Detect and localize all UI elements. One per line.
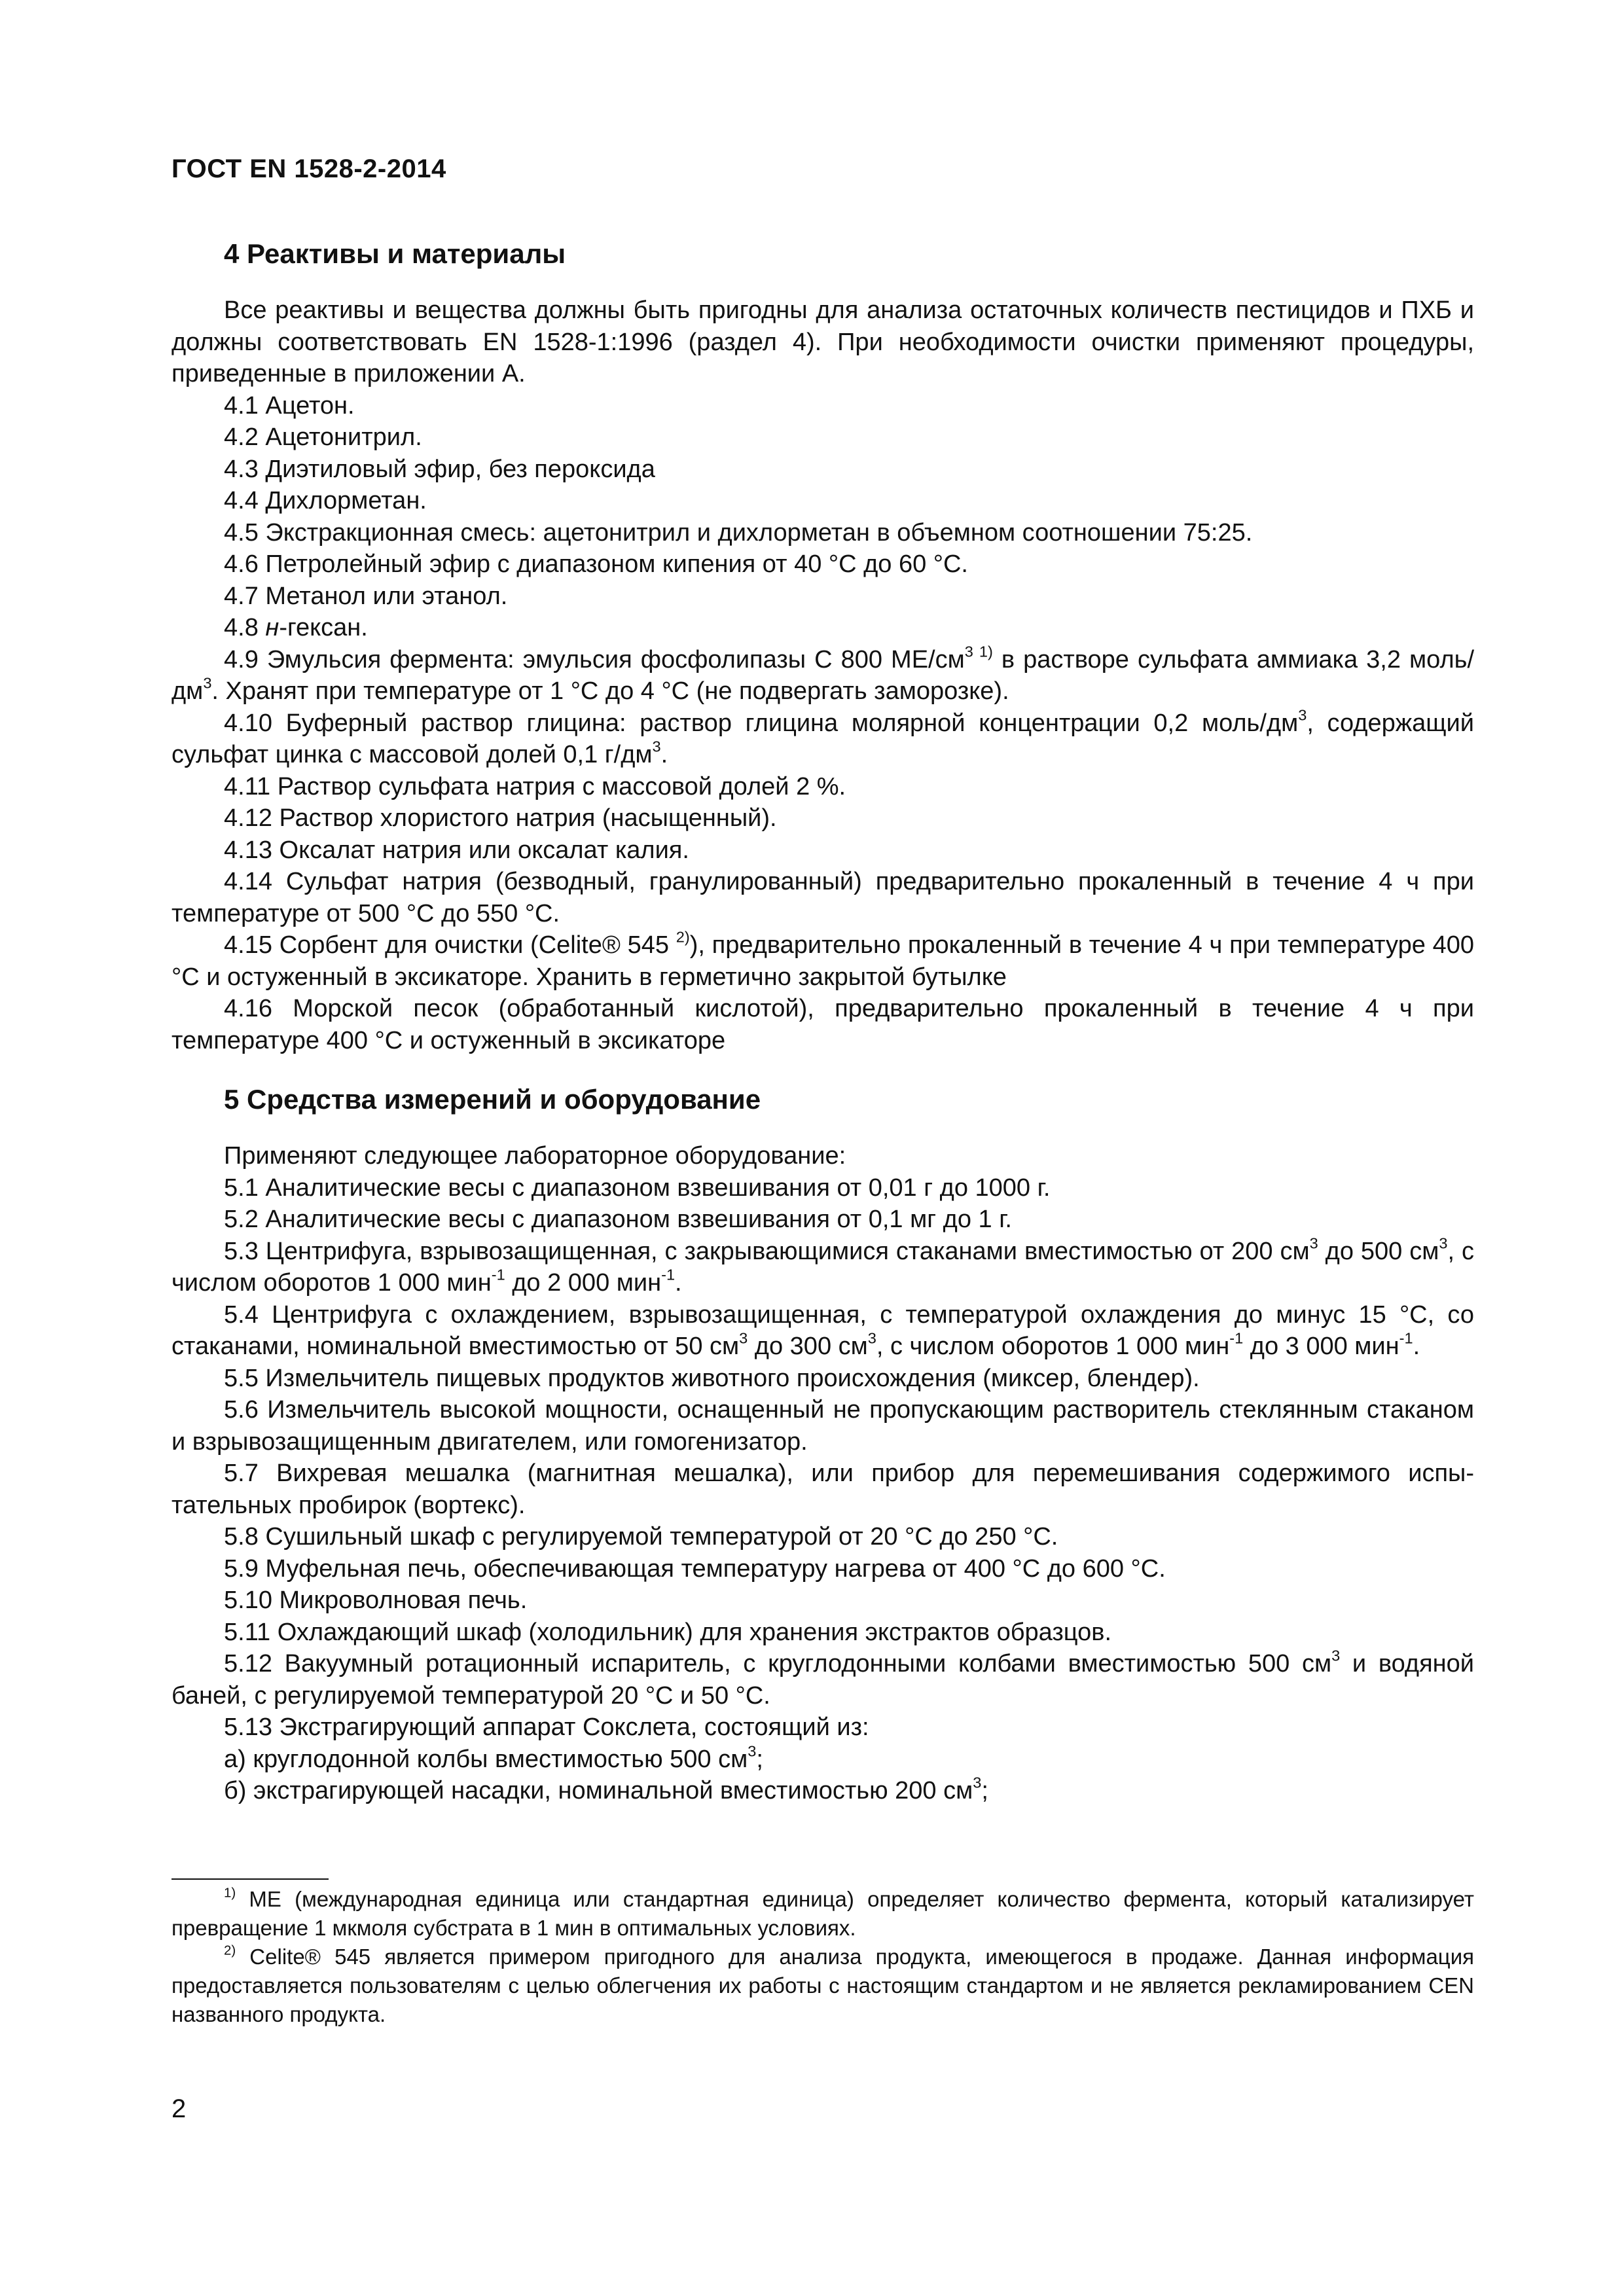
item-5-13: 5.13 Экстрагирующий аппарат Сокслета, состоящий из: <box>224 1713 869 1741</box>
item-5-12: 5.12 Вакуумный ротационный испаритель, с круглодонными колбами вместимостью 500 $см^3$ и водяной баней, с регулируемой температурой 20 °С и 50 °С. <box>171 1647 1474 1710</box>
item-4-8: 4.8 н-гексан. <box>224 614 368 641</box>
section-5-heading: 5 Средства измерений и оборудование <box>224 1084 761 1115</box>
item-5-5: 5.5 Измельчитель пищевых продуктов животного происхождения (миксер, блендер). <box>224 1364 1200 1392</box>
item-4-6: 4.6 Петролейный эфир с диапазоном кипения от 40 °С до 60 °С. <box>224 550 968 578</box>
item-4-16: 4.16 Морской песок (обработанный кислотой), предварительно прокаленный в течение 4 ч при температуре 400 °С и остуженный в эксикаторе <box>171 995 1474 1054</box>
document-header: ГОСТ EN 1528-2-2014 <box>171 154 446 183</box>
item-5-1: 5.1 Аналитические весы с диапазоном взвешивания от 0,01 г до 1000 г. <box>224 1174 1051 1202</box>
item-5-4: 5.4 Центрифуга с охлаждением, взрывозащищенная, с температурой охлаждения до минус 15 °С, со стаканами, номинальной вместимостью от 50 $см^3$ до 300 $см^3$, с числом оборотов 1 000 мин$^{-1}$ до 3 000 мин$^{-1}$. <box>171 1300 1474 1360</box>
item-5-6: 5.6 Измельчитель высокой мощности, оснащенный не пропускающим растворитель стеклянным стаканом и взрывозащищенным двигателем, или гомогенизатор. <box>171 1396 1474 1456</box>
item-5-9: 5.9 Муфельная печь, обеспечивающая температуру нагрева от 400 °С до 600 °С. <box>224 1554 1166 1583</box>
footnote-separator <box>171 1878 329 1880</box>
item-5-8: 5.8 Сушильный шкаф с регулируемой температурой от 20 °С до 250 °С. <box>224 1523 1058 1551</box>
footnote-1: $^{1)}$ МЕ (международная единица или стандартная единица) определяет количество фермента, который катализирует превращение 1 мкмоля субстрата в 1 мин в оптимальных условиях. <box>171 1885 1474 1940</box>
item-5-11: 5.11 Охлаждающий шкаф (холодильник) для хранения экстрактов образцов. <box>224 1618 1111 1646</box>
footnote-ref-2: 2) <box>676 928 690 946</box>
item-4-9: 4.9 Эмульсия фермента: эмульсия фосфолипазы С 800 $МЕ/см^{3 1)}$ в растворе сульфата аммиака 3,2 моль/$дм^3$. Хранят при температуре от 1 °С до 4 °С (не подвергать заморозке). <box>171 643 1474 705</box>
document-body <box>171 236 1474 1807</box>
item-4-14: 4.14 Сульфат натрия (безводный, гранулированный) предварительно прокаленный в течение 4 ч при температуре от 500 °С до 550 °С. <box>171 868 1474 927</box>
footnote-ref-1: 3 1) <box>964 643 993 660</box>
section-5-intro: Применяют следующее лабораторное оборудование: <box>224 1142 846 1170</box>
item-5-7: 5.7 Вихревая мешалка (магнитная мешалка), или прибор для перемешивания содержимого испытательных пробирок (вортекс). <box>171 1460 1474 1519</box>
item-4-3: 4.3 Диэтиловый эфир, без пероксида <box>224 455 655 483</box>
item-4-5: 4.5 Экстракционная смесь: ацетонитрил и дихлорметан в объемном соотношении 75:25. <box>224 518 1253 547</box>
item-4-12: 4.12 Раствор хлористого натрия (насыщенный). <box>224 804 777 832</box>
item-4-10: 4.10 Буферный раствор глицина: раствор глицина молярной концентрации 0,2 моль/$дм^3$, содержащий сульфат цинка с массовой долей 0,1 $г/дм^3$. <box>171 706 1474 768</box>
item-5-13-a: а) круглодонной колбы вместимостью 500 $см^3$; <box>224 1742 763 1773</box>
page-number: 2 <box>171 2094 187 2123</box>
item-4-1: 4.1 Ацетон. <box>224 391 355 420</box>
item-4-4: 4.4 Дихлорметан. <box>224 487 427 514</box>
footnotes <box>171 1885 1474 2029</box>
item-4-13: 4.13 Оксалат натрия или оксалат калия. <box>224 836 689 864</box>
item-4-7: 4.7 Метанол или этанол. <box>224 582 508 610</box>
item-5-3: 5.3 Центрифуга, взрывозащищенная, с закрывающимися стаканами вместимостью от 200 $см^3$ до 500 $см^3$, с числом оборотов 1 000 мин$^{-1}$ до 2 000 мин$^{-1}$. <box>171 1234 1474 1297</box>
item-4-11: 4.11 Раствор сульфата натрия с массовой долей 2 %. <box>224 772 846 800</box>
item-5-2: 5.2 Аналитические весы с диапазоном взвешивания от 0,1 мг до 1 г. <box>224 1206 1012 1233</box>
item-5-10: 5.10 Микроволновая печь. <box>224 1587 528 1614</box>
item-4-15: 4.15 Сорбент для очистки (Celite® 545 $^{2)}$), предварительно прокаленный в течение 4 ч при температуре 400 °С и остуженный в эксикаторе. Хранить в герметично закрытой бутылке <box>171 928 1474 991</box>
section-4-heading: 4 Реактивы и материалы <box>224 238 566 269</box>
footnote-2: $^{2)}$ Celite® 545 является примером пригодного для анализа продукта, имеющегося в продаже. Данная информация предоставляется пользователям с целью облегчения их работы с настоящим стандартом и не является рекламированием CEN названного продукта. <box>171 1943 1474 2026</box>
item-5-13-b: б) экстрагирующей насадки, номинальной вместимостью 200 $см^3$; <box>224 1774 988 1804</box>
section-4-intro: Все реактивы и вещества должны быть пригодны для анализа остаточных количеств пестицидов и ПХБ и должны соответствовать EN 1528-1:1996 (раздел 4). При необходимости очистки применяют процедуры, приведенные в приложении А. <box>171 296 1474 387</box>
item-4-2: 4.2 Ацетонитрил. <box>224 423 422 451</box>
